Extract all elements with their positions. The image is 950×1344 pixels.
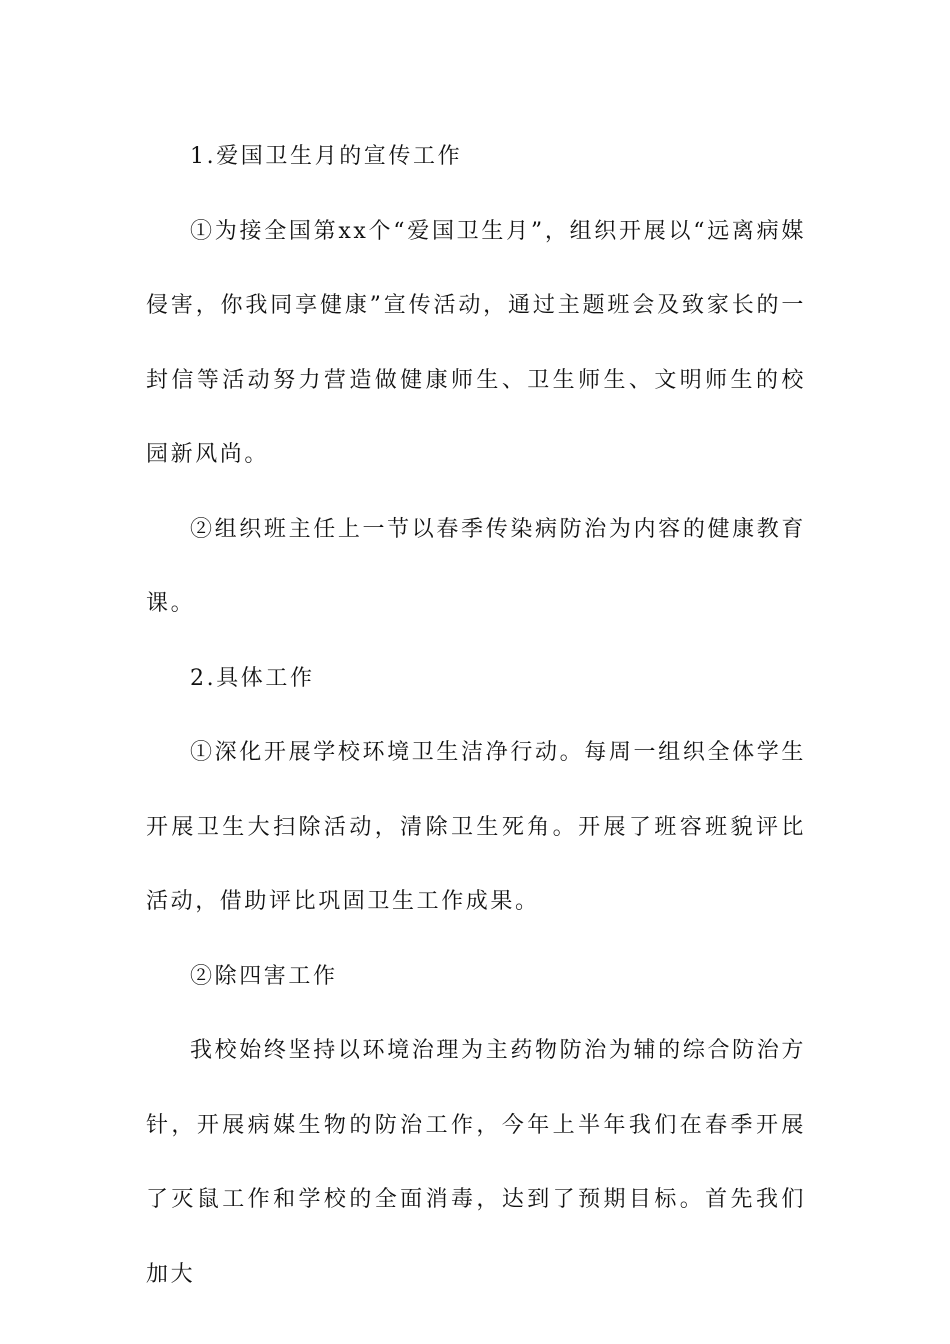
document-body bbox=[146, 120, 806, 1312]
paragraph-pest-control: 我校始终坚持以环境治理为主药物防治为辅的综合防治方针，开展病媒生物的防治工作，今年上半年我们在春季开展了灭鼠工作和学校的全面消毒，达到了预期目标。首先我们加大 bbox=[146, 1038, 806, 1287]
paragraph-cleaning-action: ①深化开展学校环境卫生洁净行动。每周一组织全体学生开展卫生大扫除活动，清除卫生死角。开展了班容班貌评比活动，借助评比巩固卫生工作成果。 bbox=[146, 740, 806, 914]
heading-specific-work: 2.具体工作 bbox=[190, 665, 315, 691]
paragraph-publicity-activity: ①为接全国第xx个“爱国卫生月”，组织开展以“远离病媒侵害，你我同享健康”宣传活动，通过主题班会及致家长的一封信等活动努力营造做健康师生、卫生师生、文明师生的校园新风尚。 bbox=[146, 218, 806, 467]
heading-patriotic-health-month: 1.爱国卫生月的宣传工作 bbox=[190, 144, 463, 169]
paragraph-health-education-class: ②组织班主任上一节以春季传染病防治为内容的健康教育课。 bbox=[146, 516, 806, 616]
heading-four-pests: ②除四害工作 bbox=[190, 963, 338, 989]
